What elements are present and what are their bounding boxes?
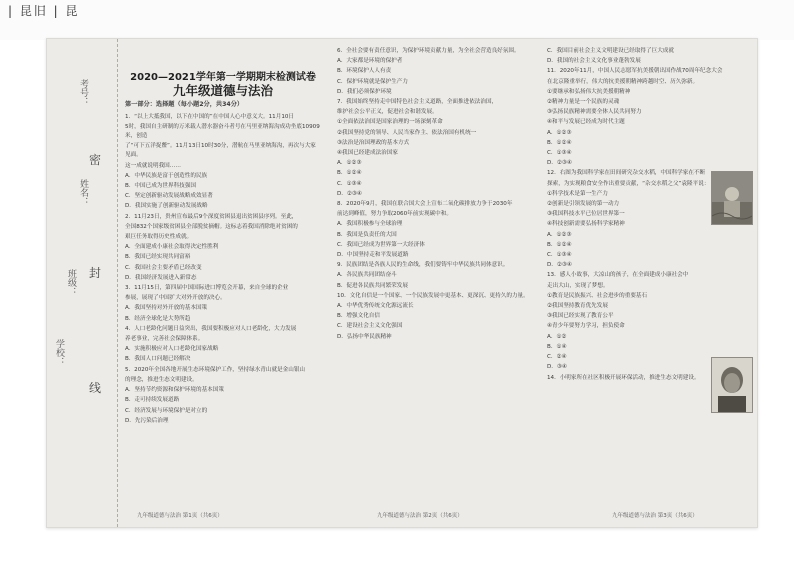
column-3 xyxy=(547,47,751,507)
question-line: D．我国实施了创新驱动发展战略 xyxy=(125,203,208,210)
top-handwritten-marks: | 昆旧 | 昆 xyxy=(8,4,80,18)
question-line: D．我国的社会主义文化事业蓬勃发展 xyxy=(547,58,641,65)
question-line: A．坚持节约资源和保护环境的基本国策 xyxy=(125,387,224,394)
school-label: 学校： xyxy=(54,339,64,366)
page-footer-1: 九年级道德与法治 第1页（共6页） xyxy=(137,513,223,519)
question-line: ③法治是治国理政的基本方式 xyxy=(337,139,410,146)
question-line: 参展，展现了中国扩大对外开放的决心。 xyxy=(125,295,226,302)
question-line: 艰巨任务取得历史性成就。 xyxy=(125,234,193,241)
question-line: ③弘扬民族精神需要全体人民共同努力 xyxy=(547,109,642,116)
question-line: B．促进各民族共同繁荣发展 xyxy=(337,282,408,289)
question-line: 12．右图为我国科学家在田间研究杂交水稻，中国科学家在不断 xyxy=(547,170,706,177)
exam-sheet xyxy=(46,38,758,528)
question-line: 全国832个国家级贫困县全部脱贫摘帽。这标志着我国消除绝对贫困的 xyxy=(125,223,298,230)
question-line: 5．2020年全国各地开展生态环境保护工作，坚持绿水青山就是金山银山 xyxy=(125,366,306,373)
question-line: 在北京隆重举行，伟大的抗美援朝精神跨越时空、历久弥新。 xyxy=(547,78,699,85)
class-label: 班级： xyxy=(66,269,76,296)
question-line: C．①③④ xyxy=(337,180,362,187)
exam-number-label: 考号： xyxy=(78,79,88,106)
question-line: D．弘扬中华民族精神 xyxy=(337,333,392,340)
question-line: 的理念，推进生态文明建设。 xyxy=(125,376,198,383)
question-line: ②精神力量是一个民族的灵魂 xyxy=(547,99,620,106)
question-line: B．中国已成为世界科技强国 xyxy=(125,183,196,190)
question-line: D．②③④ xyxy=(337,190,362,197)
question-line: C．①③④ xyxy=(547,252,572,259)
question-line: C．我国已经成为世界第一大经济体 xyxy=(337,241,425,248)
column-1 xyxy=(125,47,321,507)
boy-portrait-photo xyxy=(711,357,753,413)
question-line: B．①④ xyxy=(547,343,567,350)
question-line: A．中华优秀传统文化源远流长 xyxy=(337,303,414,310)
column-1-lines xyxy=(125,113,321,426)
binding-margin xyxy=(47,39,118,527)
question-line: 7．我国始终坚持走中国特色社会主义道路，全面推进依法治国， xyxy=(337,99,498,106)
question-line: ②我国坚持教育优先发展 xyxy=(547,303,608,310)
question-line: A．实施积极应对人口老龄化国家战略 xyxy=(125,346,219,353)
question-line: ③我国科技水平已位居世界第一 xyxy=(547,211,625,218)
question-line: C．坚定创新驱动发展战略成效显著 xyxy=(125,193,213,200)
name-label: 姓名： xyxy=(78,179,88,206)
question-line: B．增强文化自信 xyxy=(337,313,380,320)
seal-char-3: 线 xyxy=(89,381,102,395)
question-line: 9．民族团结是各族人民的生命线，我们要铸牢中华民族共同体意识。 xyxy=(337,262,509,269)
question-line: ①全面依法治国是国家治理的一场深刻革命 xyxy=(337,119,443,126)
question-line: B．①②④ xyxy=(547,139,572,146)
question-line: A．我国积极参与全球治理 xyxy=(337,221,403,228)
exam-subject: 九年级道德与法治 xyxy=(172,83,273,99)
column-2-lines xyxy=(337,47,535,342)
question-line: B．环境保护人人有责 xyxy=(337,68,392,75)
question-line: 养老事业，完善社会保障体系。 xyxy=(125,336,204,343)
question-line: B．①②④ xyxy=(337,170,362,177)
question-line: B．我国是负责任的大国 xyxy=(337,231,397,238)
question-line: D．③④ xyxy=(547,364,567,371)
exam-title: 2020—2021学年第一学期期末检测试卷 xyxy=(130,72,316,83)
question-line: A．全面建成小康社会取得决定性胜利 xyxy=(125,244,219,251)
question-line: 这一成就说明我国…… xyxy=(125,162,181,169)
question-line: D．②③④ xyxy=(547,262,572,269)
seal-char-1: 密 xyxy=(89,153,102,167)
question-line: B．经济全球化是大势所趋 xyxy=(125,315,191,322)
question-line: ④和平与发展已经成为时代主题 xyxy=(547,119,625,126)
question-line: D．我国经济发展进入新常态 xyxy=(125,274,197,281)
question-line: A．中华民族是富于创造性的民族 xyxy=(125,172,208,179)
question-line: ②我国坚持党的领导、人民当家作主、依法治国有机统一 xyxy=(337,129,477,136)
seal-char-2: 封 xyxy=(89,266,102,280)
question-line: B．我国人口问题已经解决 xyxy=(125,356,191,363)
page-footer-3: 九年级道德与法治 第3页（共6页） xyxy=(612,513,698,519)
question-line: 13．感人小故事，大凉山的孩子，在全面建成小康社会中 xyxy=(547,272,689,279)
question-line: ①教育是民族振兴、社会进步的重要基石 xyxy=(547,292,648,299)
question-line: A．各民族共同团结奋斗 xyxy=(337,272,397,279)
question-line: C．经济发展与环境保护是对立的 xyxy=(125,407,208,414)
question-line: C．②④ xyxy=(547,354,567,361)
question-line: 前达到峰值，努力争取2060年前实现碳中和。 xyxy=(337,211,452,218)
question-line: ④青少年要努力学习，担负使命 xyxy=(547,323,625,330)
section-heading: 第一部分：选择题（每小题2分，共34分） xyxy=(125,101,244,109)
question-line: D．我们必须保护环境 xyxy=(337,88,392,95)
question-line: C．我国目前社会主义文明建设已经取得了巨大成就 xyxy=(547,48,674,54)
question-line: A．①②③ xyxy=(547,129,572,136)
question-line: C．①③④ xyxy=(547,150,572,157)
question-line: D．先污染后治理 xyxy=(125,417,169,424)
question-line: ④我国已经建成法治国家 xyxy=(337,150,398,157)
question-line: 探索，为实现粮食安全作出重要贡献，“杂交水稻之父”袁隆平说： xyxy=(547,180,710,187)
question-line: 8．2020年9月，我国在联合国大会上宣布二氧化碳排放力争于2030年 xyxy=(337,201,513,208)
question-line: ③我国已经实现了教育公平 xyxy=(547,313,614,320)
question-line: C．我国社会主要矛盾已经改变 xyxy=(125,264,202,271)
question-line: 10．文化自信是一个国家、一个民族发展中更基本、更深沉、更持久的力量。 xyxy=(337,292,529,299)
question-line: 1．“以上大抵我国，以下在中国的”在中国人心中意义大。11月10日 xyxy=(125,113,295,120)
question-line: 14．小明家所在社区积极开展环保活动，推进生态文明建设。 xyxy=(547,374,700,381)
question-line: B．走可持续发展道路 xyxy=(125,397,180,404)
question-line: ④科技创新需要弘扬科学家精神 xyxy=(547,221,625,228)
column-2 xyxy=(337,47,535,507)
question-line: 11．2020年11月，中国人民志愿军抗美援朝出国作战70周年纪念大会 xyxy=(547,68,723,75)
question-line: 走出大山，实现了梦想。 xyxy=(547,282,609,289)
question-line: C．保护环境就是保护生产力 xyxy=(337,78,409,85)
question-line: A．①② xyxy=(547,333,567,340)
question-line: ①科学技术是第一生产力 xyxy=(547,190,608,197)
question-line: D．②③④ xyxy=(547,160,572,167)
question-line: A．大家都是环境的保护者 xyxy=(337,58,403,65)
question-line: B．①②④ xyxy=(547,241,572,248)
question-line: ②创新是引领发展的第一动力 xyxy=(547,201,620,208)
question-line: 了“可下五洋捉鳖”。11月13日10时30分，潜航在马里亚纳海沟，再次与大家见面。 xyxy=(125,143,316,159)
question-line: 6．全社会要有责任意识，为保护环境贡献力量，为全社会营造良好氛围。 xyxy=(337,48,520,54)
question-line: D．中国坚持走和平发展道路 xyxy=(337,252,409,259)
question-line: 3．11月15日，第四届中国国际进口博览会开幕，来自全球的企业 xyxy=(125,285,289,292)
rice-research-photo xyxy=(711,171,753,225)
background-strip xyxy=(0,0,794,40)
question-line: 2．11月23日，贵州宣布最后9个深度贫困县退出贫困县序列。至此， xyxy=(125,213,298,220)
question-line: ①要继承和弘扬伟大抗美援朝精神 xyxy=(547,88,631,95)
question-line: A．我国坚持对外开放的基本国策 xyxy=(125,305,208,312)
page-footer-2: 九年级道德与法治 第2页（共6页） xyxy=(377,513,463,519)
question-line: 维护社会公平正义，促进社会和谐发展。 xyxy=(337,109,438,116)
question-line: B．我国已经实现共同富裕 xyxy=(125,254,191,261)
question-line: C．建设社会主义文化强国 xyxy=(337,323,403,330)
question-line: A．①②③ xyxy=(547,231,572,238)
question-line: 5时，我国自主研制的万米载人潜水器奋斗者号在马里亚纳海沟成功坐底10909米，创造 xyxy=(125,123,320,140)
question-line: 4．人口老龄化问题日益突出，我国要积极应对人口老龄化，大力发展 xyxy=(125,325,297,332)
question-line: A．①②③ xyxy=(337,160,362,167)
